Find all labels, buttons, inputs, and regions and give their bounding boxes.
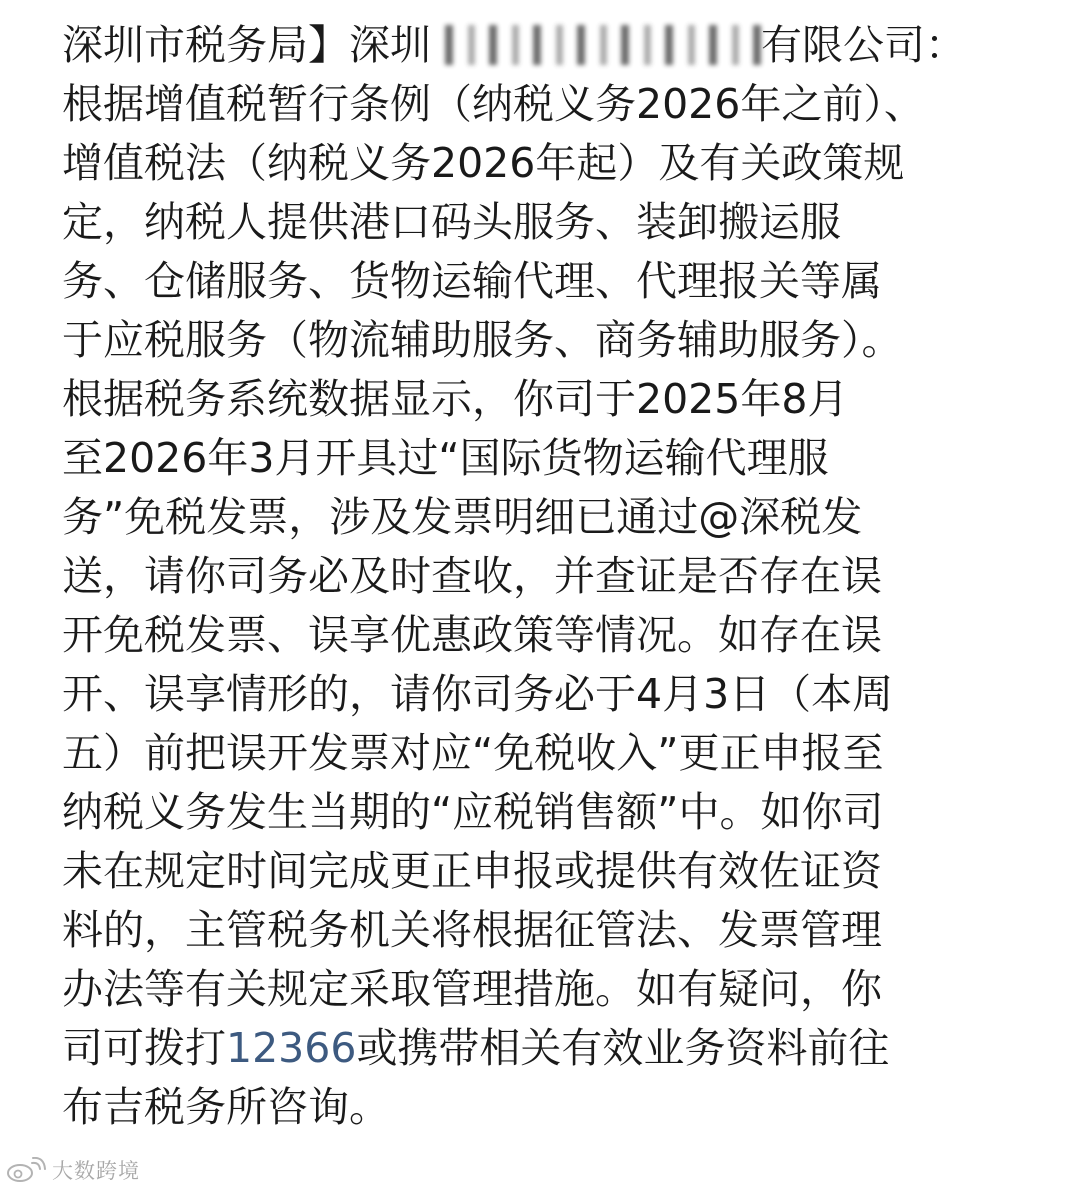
message-line-4: 定，纳税人提供港口码头服务、装卸搬运服	[62, 198, 841, 246]
message-line-6: 于应税服务（物流辅助服务、商务辅助服务）。	[62, 316, 903, 364]
watermark-text: 大数跨境	[52, 1159, 140, 1183]
message-line-18	[62, 1019, 1052, 1078]
message-text: 司可拨打	[62, 1024, 226, 1072]
message-line-12: 开、误享情形的，请你司务必于4月3日（本周	[62, 670, 894, 718]
message-header-suffix: 有限公司：	[761, 21, 966, 69]
message-line-9: 务”免税发票，涉及发票明细已通过@深税发	[62, 493, 863, 541]
phone-number-link[interactable]: 12366	[226, 1024, 357, 1072]
watermark	[6, 1155, 140, 1185]
message-line-15: 未在规定时间完成更正申报或提供有效佐证资	[62, 847, 882, 895]
message-line-14: 纳税义务发生当期的“应税销售额”中。如你司	[62, 788, 884, 836]
message-line-19: 布吉税务所咨询。	[62, 1083, 390, 1131]
message-line-13: 五）前把误开发票对应“免税收入”更正申报至	[62, 729, 884, 777]
message-line-17: 办法等有关规定采取管理措施。如有疑问，你	[62, 965, 882, 1013]
message-line-10: 送，请你司务必及时查收，并查证是否存在误	[62, 552, 882, 600]
message-header-sender: 深圳市税务局】深圳	[62, 21, 431, 69]
message-line-5: 务、仓储服务、货物运输代理、代理报关等属	[62, 257, 882, 305]
redacted-company-name	[431, 25, 761, 65]
message-line-11: 开免税发票、误享优惠政策等情况。如存在误	[62, 611, 882, 659]
message-line-1	[62, 16, 1052, 75]
message-text: 或携带相关有效业务资料前往	[356, 1024, 890, 1072]
sms-message-body	[62, 16, 1052, 1137]
message-line-7: 根据税务系统数据显示，你司于2025年8月	[62, 375, 849, 423]
message-line-2: 根据增值税暂行条例（纳税义务2026年之前）、	[62, 80, 925, 128]
message-line-3: 增值税法（纳税义务2026年起）及有关政策规	[62, 139, 905, 187]
weibo-logo-icon	[6, 1157, 46, 1183]
message-line-16: 料的，主管税务机关将根据征管法、发票管理	[62, 906, 882, 954]
message-line-8: 至2026年3月开具过“国际货物运输代理服	[62, 434, 829, 482]
